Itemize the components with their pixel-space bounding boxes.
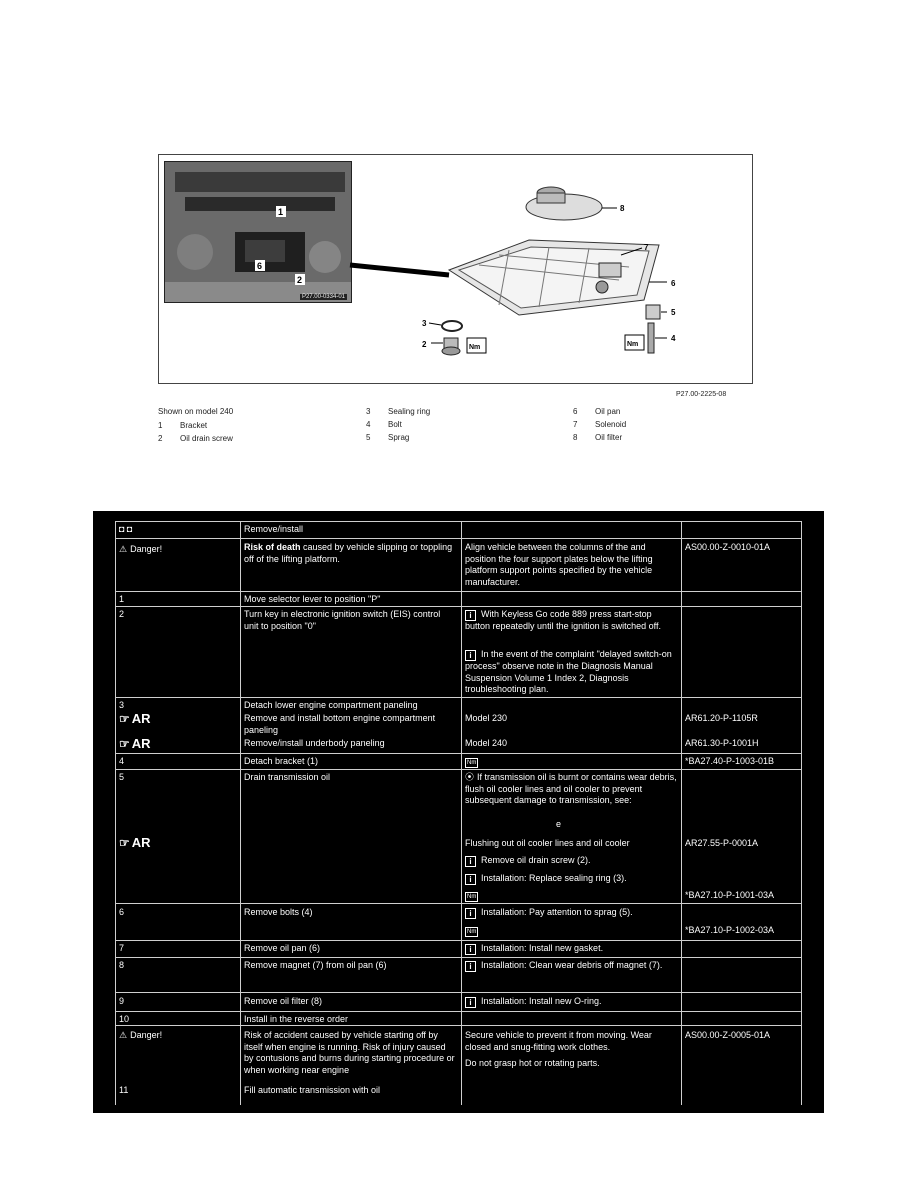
legend-col-2 bbox=[366, 407, 430, 446]
danger-action-2b: Do not grasp hot or rotating parts. bbox=[465, 1058, 600, 1068]
step-2-text: Turn key in electronic ignition switch (EIS) control unit to position "0" bbox=[244, 609, 441, 631]
step-6-text: Remove bolts (4) bbox=[244, 907, 313, 917]
step-5-num: 5 bbox=[119, 772, 125, 782]
legend-item: 8 Oil filter bbox=[573, 433, 623, 442]
step-8-info: i Installation: Clean wear debris off magnet (7). bbox=[465, 960, 677, 972]
danger-ref-2: AS00.00-Z-0005-01A bbox=[685, 1030, 771, 1040]
danger-label-2: ⚠ Danger! bbox=[119, 1030, 163, 1040]
info-icon: i bbox=[465, 650, 476, 661]
callout-5: 5 bbox=[671, 308, 676, 317]
step-4-num: 4 bbox=[119, 756, 125, 766]
legend-item: 2 Oil drain screw bbox=[158, 434, 233, 443]
info-icon: i bbox=[465, 944, 476, 955]
step-5-info-1: i Remove oil drain screw (2). bbox=[465, 855, 591, 867]
danger-ref-1: AS00.00-Z-0010-01A bbox=[685, 542, 771, 552]
step-3b-text: Remove/install underbody paneling bbox=[244, 738, 385, 748]
legend-item: 3 Sealing ring bbox=[366, 407, 431, 416]
header-title: Remove/install bbox=[244, 524, 304, 534]
step-9-info: i Installation: Install new O-ring. bbox=[465, 996, 602, 1008]
step-9-num: 9 bbox=[119, 996, 125, 1006]
legend-item: 4 Bolt bbox=[366, 420, 402, 429]
step-5-note: ⦿ If transmission oil is burnt or contains wear debris, flush oil cooler lines and oil cooler to prevent subsequent damage to transmission, see: bbox=[465, 772, 677, 805]
info-icon: i bbox=[465, 856, 476, 867]
callout-6: 6 bbox=[671, 279, 676, 288]
info-icon: i bbox=[465, 610, 476, 621]
photo-callout-6: 6 bbox=[257, 261, 263, 271]
step-5-ref: *BA27.10-P-1001-03A bbox=[685, 890, 775, 900]
danger-action-2a: Secure vehicle to prevent it from moving. Wear closed and snug-fitting work clothes. bbox=[465, 1030, 652, 1052]
callout-3: 3 bbox=[422, 319, 427, 328]
ar-link-2[interactable]: ☞ AR bbox=[119, 736, 151, 751]
info-icon: i bbox=[465, 874, 476, 885]
step-3b-ref: AR61.30-P-1001H bbox=[685, 738, 759, 748]
photo-callout-1: 1 bbox=[278, 207, 284, 217]
step-6-ref: *BA27.10-P-1002-03A bbox=[685, 925, 775, 935]
procedure-table bbox=[93, 511, 824, 1113]
pointing-hand-icon: ☞ bbox=[119, 737, 130, 751]
step-10-num: 10 bbox=[119, 1014, 130, 1024]
step-11-num: 11 bbox=[119, 1085, 129, 1095]
ar-link-1[interactable]: ☞ AR bbox=[119, 711, 151, 726]
step-5-info-2: i Installation: Replace sealing ring (3). bbox=[465, 873, 627, 885]
step-4-torque bbox=[465, 756, 478, 768]
photo-code: P27.00-0334-01 bbox=[301, 294, 345, 300]
legend-heading: Shown on model 240 bbox=[158, 407, 234, 416]
danger-risk-1: Risk of death caused by vehicle slipping or toppling off of the lifting platform. bbox=[244, 542, 453, 564]
nm-badge-1: Nm bbox=[469, 344, 481, 351]
warning-icon: ⚠ bbox=[119, 544, 128, 554]
callout-2: 2 bbox=[422, 340, 427, 349]
step-3-num: 3 bbox=[119, 700, 125, 710]
photo-callout-2: 2 bbox=[297, 275, 303, 285]
step-7-text: Remove oil pan (6) bbox=[244, 943, 321, 953]
info-icon: i bbox=[465, 997, 476, 1008]
step-5-flush: Flushing out oil cooler lines and oil cooler bbox=[465, 838, 630, 848]
nm-badge-2: Nm bbox=[627, 341, 639, 348]
step-5-mark: e bbox=[556, 819, 562, 829]
legend-col-1 bbox=[158, 421, 233, 447]
torque-icon: Nm bbox=[467, 894, 477, 900]
exploded-view-figure bbox=[158, 154, 753, 384]
step-8-num: 8 bbox=[119, 960, 125, 970]
callout-7: 7 bbox=[644, 243, 649, 252]
step-2-info-1: i With Keyless Go code 889 press start-stop button repeatedly until the ignition is switched off. bbox=[465, 609, 661, 631]
step-5-text: Drain transmission oil bbox=[244, 772, 331, 782]
step-3a-ref: AR61.20-P-1105R bbox=[685, 713, 758, 723]
step-3-text: Detach lower engine compartment paneling bbox=[244, 700, 418, 710]
step-6-info: i Installation: Pay attention to sprag (5). bbox=[465, 907, 633, 919]
legend-item: 1 Bracket bbox=[158, 421, 208, 430]
step-4-ref: *BA27.40-P-1003-01B bbox=[685, 756, 775, 766]
pointing-hand-icon: ☞ bbox=[119, 712, 130, 726]
step-3a-text: Remove and install bottom engine compartment paneling bbox=[244, 713, 436, 735]
oil-pan-diagram bbox=[159, 155, 752, 383]
remove-install-icons: ◘ ◘ bbox=[119, 524, 133, 534]
step-9-text: Remove oil filter (8) bbox=[244, 996, 323, 1006]
danger-action-1: Align vehicle between the columns of the and position the four support plates below the lifting platform support points specified by the vehicle manufacturer. bbox=[465, 542, 653, 587]
figure-code: P27.00-2225-08 bbox=[676, 391, 727, 398]
torque-icon: Nm bbox=[467, 760, 477, 766]
ar-link-3[interactable]: ☞ AR bbox=[119, 835, 151, 850]
step-7-num: 7 bbox=[119, 943, 125, 953]
legend-col-3 bbox=[573, 407, 626, 446]
callout-4: 4 bbox=[671, 334, 676, 343]
callout-8: 8 bbox=[620, 204, 625, 213]
step-1-text: Move selector lever to position "P" bbox=[244, 594, 381, 604]
danger-risk-2: Risk of accident caused by vehicle starting off by itself when engine is running. Risk of injury caused by contusions and burns during starting procedure or when working near engine bbox=[244, 1030, 455, 1075]
pointing-hand-icon: ☞ bbox=[119, 836, 130, 850]
step-6-torque bbox=[465, 925, 478, 937]
step-4-text: Detach bracket (1) bbox=[244, 756, 319, 766]
step-8-text: Remove magnet (7) from oil pan (6) bbox=[244, 960, 387, 970]
step-10-text: Install in the reverse order bbox=[244, 1014, 349, 1024]
step-6-num: 6 bbox=[119, 907, 125, 917]
info-icon: i bbox=[465, 961, 476, 972]
step-5-flush-ref: AR27.55-P-0001A bbox=[685, 838, 759, 848]
legend-item: 6 Oil pan bbox=[573, 407, 621, 416]
step-2-info-2: i In the event of the complaint "delayed switch-on process" observe note in the Diagnosis Manual Suspension Volume 1 Index 2, Diagnosis troubleshooting plan. bbox=[465, 649, 672, 694]
warning-icon: ⚠ bbox=[119, 1030, 128, 1040]
step-3a-model: Model 230 bbox=[465, 713, 508, 723]
danger-label-1: ⚠ Danger! bbox=[119, 544, 163, 554]
step-2-num: 2 bbox=[119, 609, 125, 619]
step-1-num: 1 bbox=[119, 594, 125, 604]
note-icon: ⦿ bbox=[465, 772, 475, 782]
legend-item: 7 Solenoid bbox=[573, 420, 627, 429]
step-5-torque bbox=[465, 890, 478, 902]
torque-icon: Nm bbox=[467, 929, 477, 935]
legend-item: 5 Sprag bbox=[366, 433, 410, 442]
info-icon: i bbox=[465, 908, 476, 919]
step-11-text: Fill automatic transmission with oil bbox=[244, 1085, 381, 1095]
step-3b-model: Model 240 bbox=[465, 738, 508, 748]
step-7-info: i Installation: Install new gasket. bbox=[465, 943, 603, 955]
